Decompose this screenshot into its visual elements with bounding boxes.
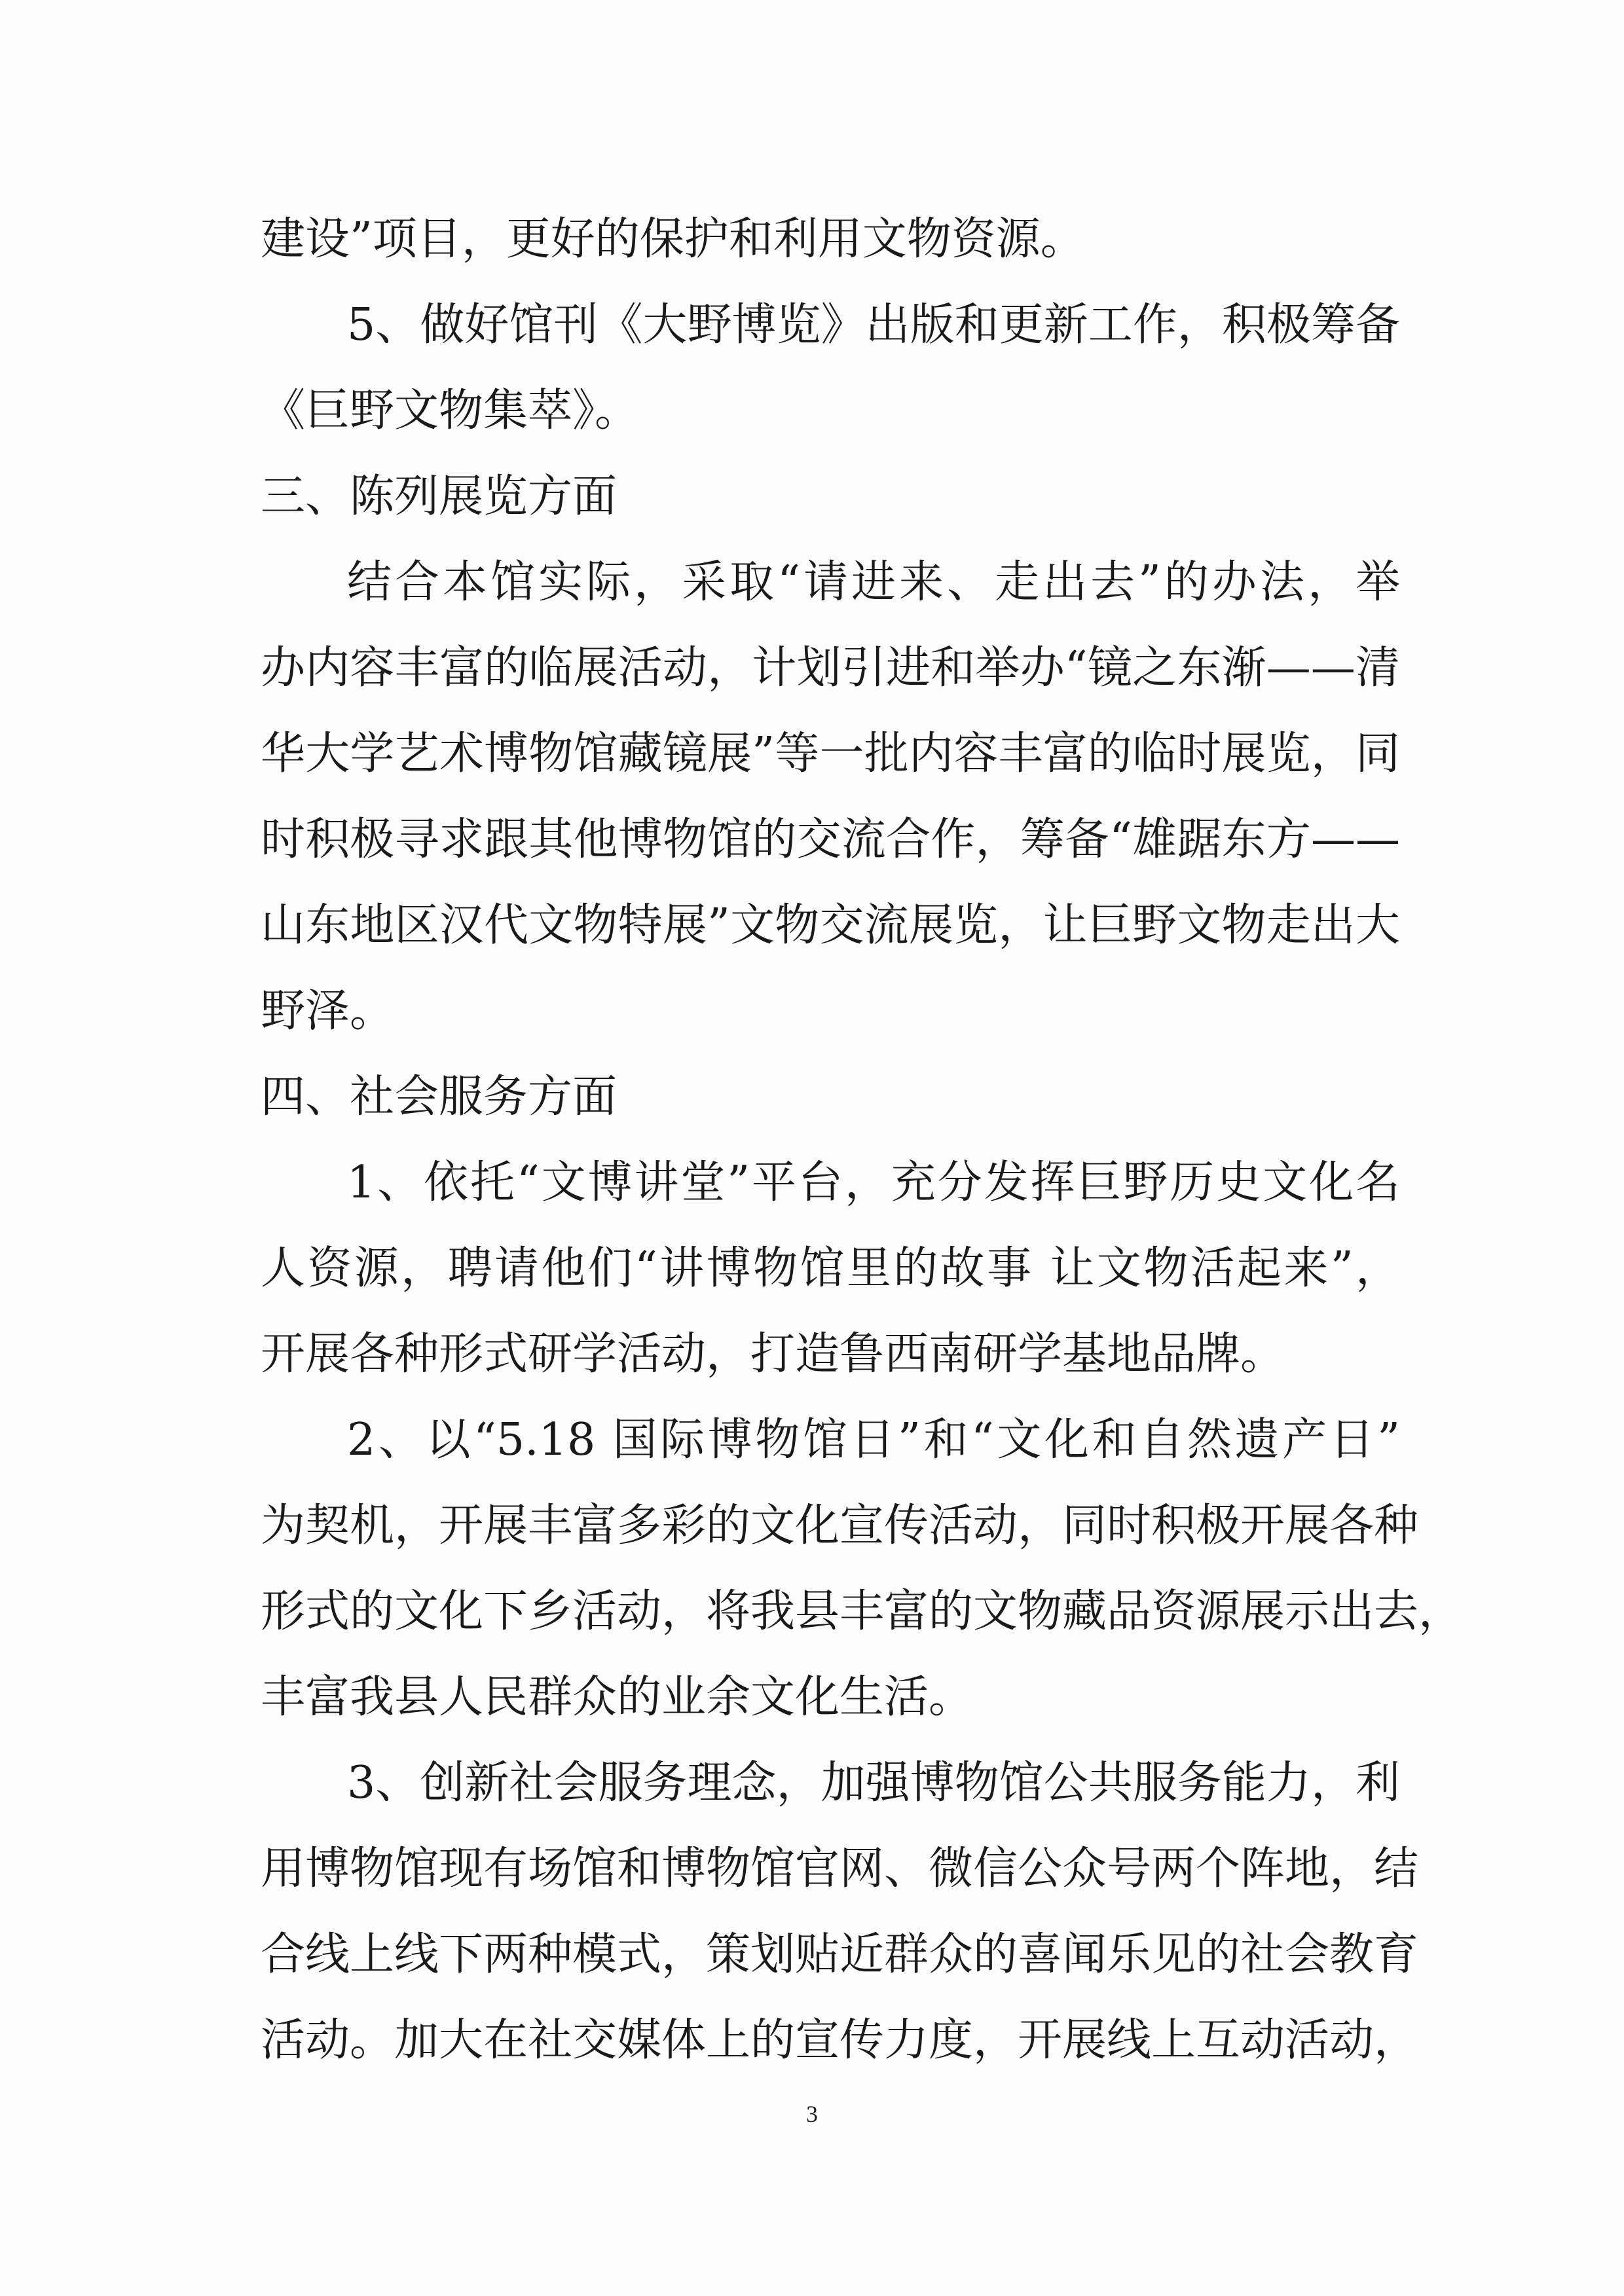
paragraph-line: 5、做好馆刊《大野博览》出版和更新工作，积极筹备	[347, 299, 1400, 351]
paragraph-line: 为契机，开展丰富多彩的文化宣传活动，同时积极开展各种	[261, 1500, 1419, 1552]
document-body	[261, 196, 1464, 2083]
section-heading: 三、陈列展览方面	[261, 471, 618, 522]
paragraph-line: 时积极寻求跟其他博物馆的交流合作，筹备“雄踞东方——	[261, 814, 1400, 866]
paragraph-line: 丰富我县人民群众的业余文化生活。	[261, 1671, 974, 1723]
paragraph-line: 野泽。	[261, 985, 395, 1037]
paragraph-line: 2、以“5.18 国际博物馆日”和“文化和自然遗产日”	[347, 1414, 1400, 1466]
section-heading: 四、社会服务方面	[261, 1071, 618, 1123]
paragraph-line: 结合本馆实际，采取“请进来、走出去”的办法，举	[347, 556, 1400, 608]
paragraph-line: 办内容丰富的临展活动，计划引进和举办“镜之东渐——清	[261, 642, 1400, 694]
paragraph-line: 人资源，聘请他们“讲博物馆里的故事 让文物活起来”，	[261, 1243, 1400, 1294]
paragraph-line: 1、依托“文博讲堂”平台，充分发挥巨野历史文化名	[347, 1157, 1400, 1209]
paragraph-line: 华大学艺术博物馆藏镜展”等一批内容丰富的临时展览，同	[261, 728, 1400, 780]
paragraph-line: 建设”项目，更好的保护和利用文物资源。	[261, 213, 1085, 265]
paragraph-line: 合线上线下两种模式，策划贴近群众的喜闻乐见的社会教育	[261, 1929, 1419, 1980]
page-number: 3	[806, 2101, 818, 2127]
paragraph-line: 形式的文化下乡活动，将我县丰富的文物藏品资源展示出去，	[261, 1586, 1464, 1637]
paragraph-line: 山东地区汉代文物特展”文物交流展览，让巨野文物走出大	[261, 900, 1400, 951]
paragraph-line: 用博物馆现有场馆和博物馆官网、微信公众号两个阵地，结	[261, 1843, 1419, 1895]
paragraph-line: 活动。加大在社交媒体上的宣传力度，开展线上互动活动，	[261, 2014, 1419, 2066]
paragraph-line: 《巨野文物集萃》。	[261, 385, 640, 437]
paragraph-line: 开展各种形式研学活动，打造鲁西南研学基地品牌。	[261, 1328, 1285, 1380]
paragraph-line: 3、创新社会服务理念，加强博物馆公共服务能力，利	[347, 1757, 1400, 1809]
